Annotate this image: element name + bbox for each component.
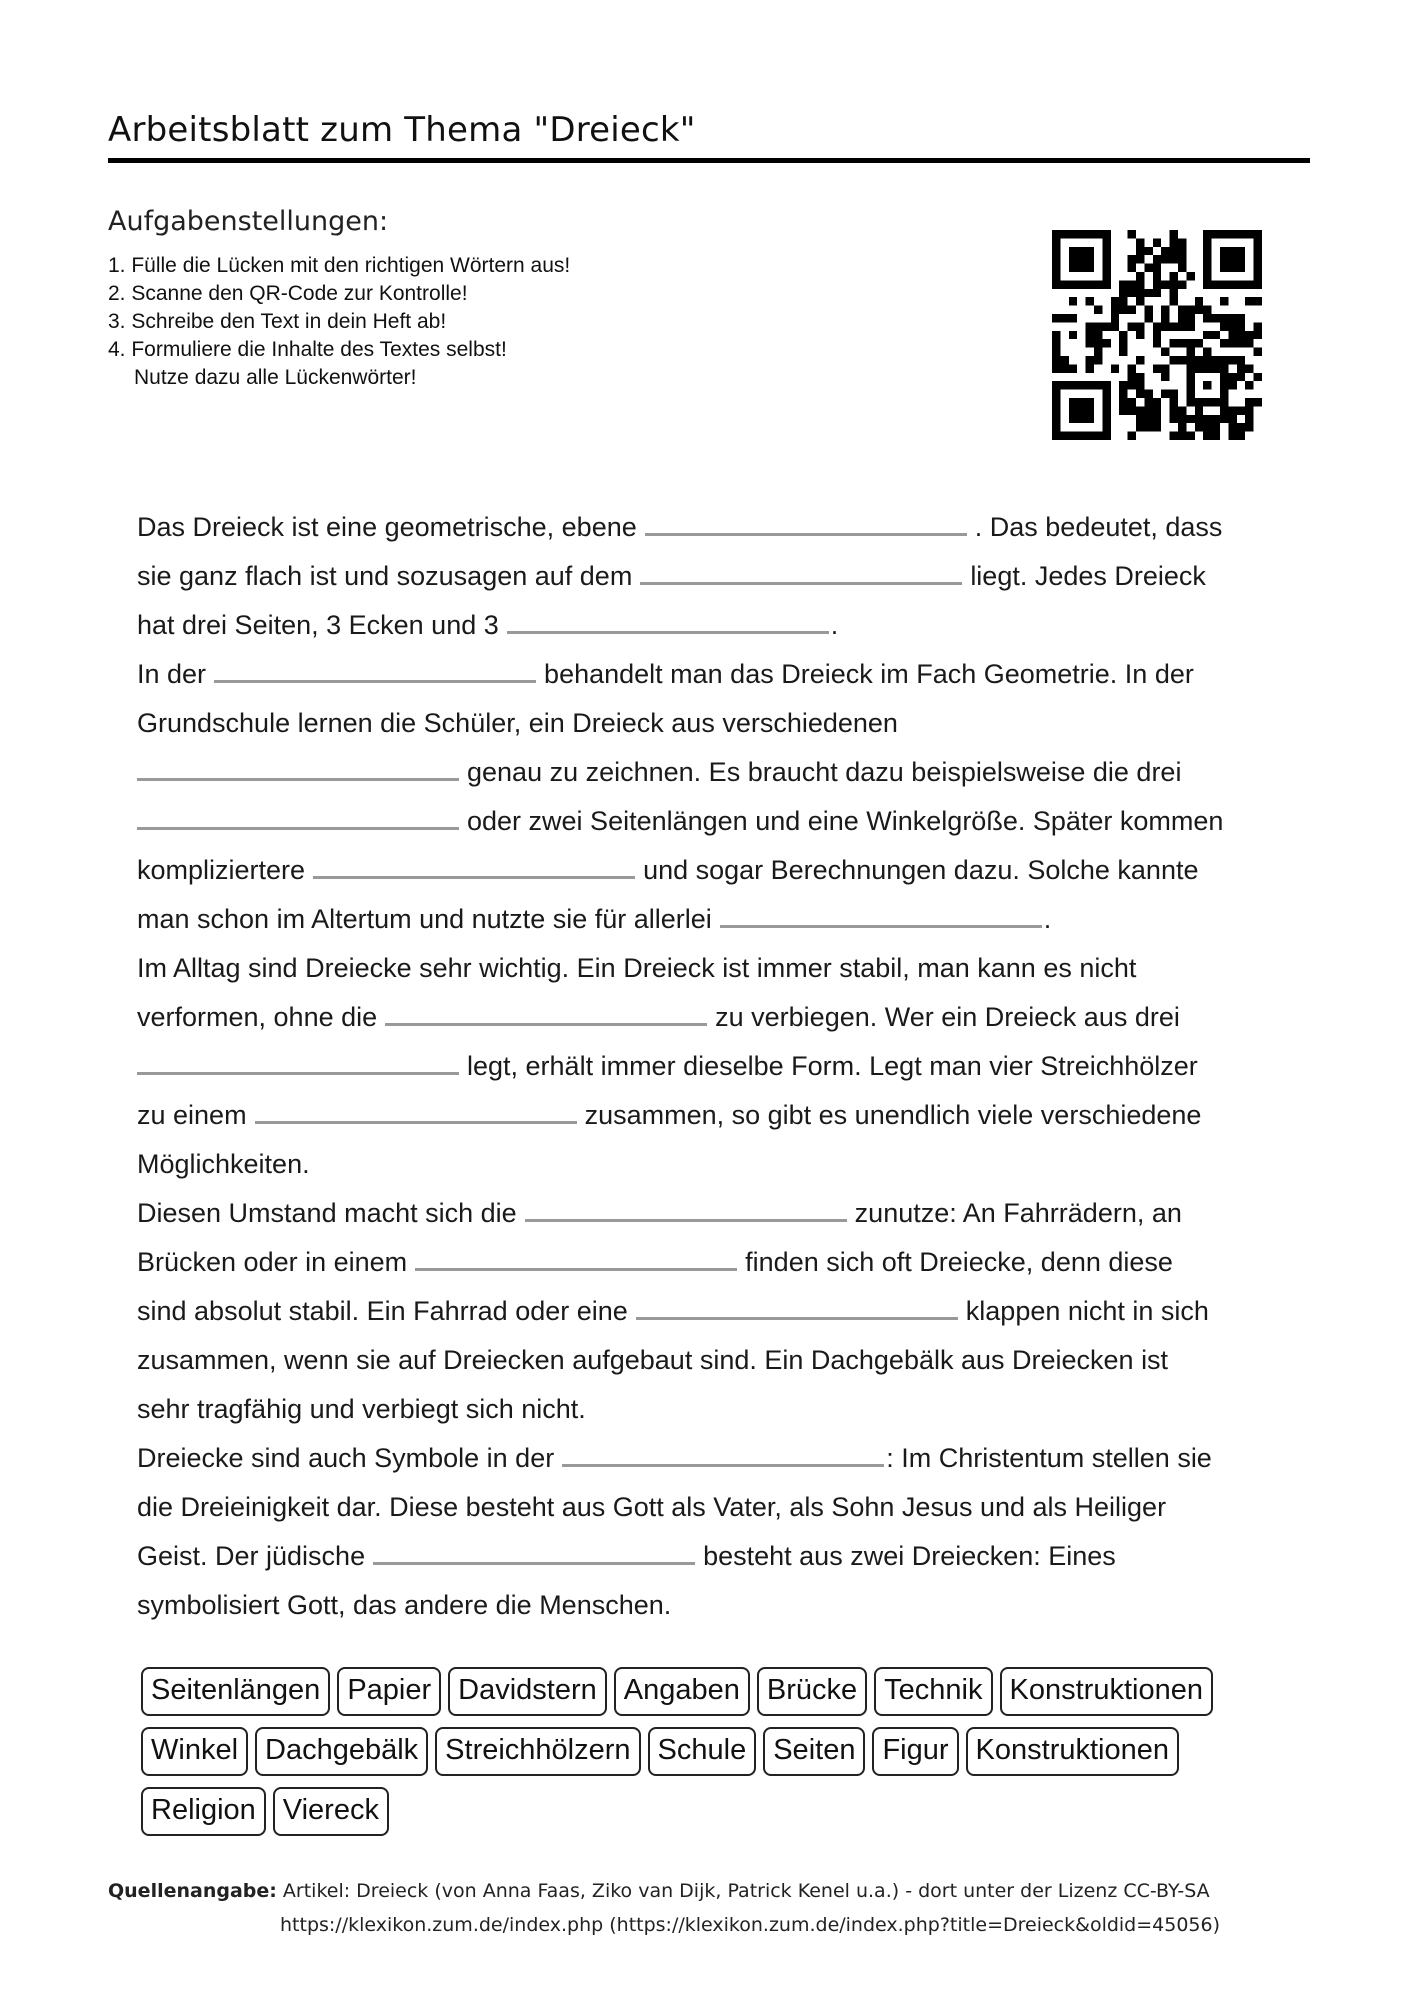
text-segment: liegt. Jedes Dreieck xyxy=(970,561,1206,591)
task-item: 4. Formuliere die Inhalte des Textes selbst! xyxy=(108,338,507,361)
blank-field[interactable] xyxy=(640,554,962,585)
word-chip[interactable]: Davidstern xyxy=(448,1667,607,1716)
qr-code[interactable] xyxy=(1052,230,1262,440)
text-segment: behandelt man das Dreieck im Fach Geometrie. In der xyxy=(544,659,1194,689)
word-chip[interactable]: Angaben xyxy=(614,1667,750,1716)
word-chip[interactable]: Seitenlängen xyxy=(141,1667,330,1716)
source-label: Quellenangabe: xyxy=(108,1880,277,1902)
task-item: 2. Scanne den QR-Code zur Kontrolle! xyxy=(108,282,468,305)
blank-field[interactable] xyxy=(720,897,1042,928)
text-segment: zu verbiegen. Wer ein Dreieck aus drei xyxy=(715,1002,1180,1032)
text-segment: Möglichkeiten. xyxy=(137,1149,310,1179)
text-segment: sie ganz flach ist und sozusagen auf dem xyxy=(137,561,633,591)
text-segment: Im Alltag sind Dreiecke sehr wichtig. Ein Dreieck ist immer stabil, man kann es nicht xyxy=(137,953,1137,983)
text-segment: Grundschule lernen die Schüler, ein Dreieck aus verschiedenen xyxy=(137,708,898,738)
blank-field[interactable] xyxy=(525,1191,847,1222)
text-segment: Geist. Der jüdische xyxy=(137,1541,366,1571)
text-segment: man schon im Altertum und nutzte sie für allerlei xyxy=(137,904,712,934)
text-segment: Dreiecke sind auch Symbole in der xyxy=(137,1443,555,1473)
text-segment: . Das bedeutet, dass xyxy=(974,512,1223,542)
blank-field[interactable] xyxy=(636,1289,958,1320)
word-chip[interactable]: Religion xyxy=(141,1787,266,1836)
text-segment: zunutze: An Fahrrädern, an xyxy=(854,1198,1182,1228)
word-chip[interactable]: Konstruktionen xyxy=(1000,1667,1213,1716)
blank-field[interactable] xyxy=(214,652,536,683)
text-segment: Diesen Umstand macht sich die xyxy=(137,1198,517,1228)
text-segment: sind absolut stabil. Ein Fahrrad oder eine xyxy=(137,1296,628,1326)
text-segment: verformen, ohne die xyxy=(137,1002,378,1032)
text-segment: zusammen, so gibt es unendlich viele verschiedene xyxy=(584,1100,1202,1130)
word-chip[interactable]: Brücke xyxy=(757,1667,867,1716)
word-bank xyxy=(141,1667,1291,1847)
text-segment: legt, erhält immer dieselbe Form. Legt man vier Streichhölzer xyxy=(467,1051,1198,1081)
word-chip[interactable]: Figur xyxy=(872,1727,958,1776)
word-chip[interactable]: Schule xyxy=(648,1727,757,1776)
text-segment: genau zu zeichnen. Es braucht dazu beispielsweise die drei xyxy=(467,757,1182,787)
text-segment: kompliziertere xyxy=(137,855,306,885)
text-segment: oder zwei Seitenlängen und eine Winkelgröße. Später kommen xyxy=(467,806,1224,836)
word-chip[interactable]: Konstruktionen xyxy=(966,1727,1179,1776)
task-list xyxy=(108,252,570,392)
text-segment: zu einem xyxy=(137,1100,247,1130)
tasks-heading: Aufgabenstellungen: xyxy=(108,206,389,237)
blank-field[interactable] xyxy=(373,1534,695,1565)
word-chip[interactable]: Winkel xyxy=(141,1727,248,1776)
text-segment: . xyxy=(1043,904,1052,934)
blank-field[interactable] xyxy=(507,603,829,634)
text-segment: die Dreieinigkeit dar. Diese besteht aus Gott als Vater, als Sohn Jesus und als Heiliger xyxy=(137,1492,1167,1522)
blank-field[interactable] xyxy=(313,848,635,879)
text-segment: klappen nicht in sich xyxy=(965,1296,1209,1326)
word-bank-row xyxy=(141,1727,1291,1776)
blank-field[interactable] xyxy=(255,1093,577,1124)
word-chip[interactable]: Viereck xyxy=(273,1787,389,1836)
text-segment: Brücken oder in einem xyxy=(137,1247,408,1277)
source-text: Artikel: Dreieck (von Anna Faas, Ziko van Dijk, Patrick Kenel u.a.) - dort unter der Lizenz CC-BY-SA xyxy=(282,1880,1210,1902)
title-divider xyxy=(108,158,1310,163)
source-citation xyxy=(108,1874,1318,1942)
source-url[interactable]: https://klexikon.zum.de/index.php (https://klexikon.zum.de/index.php?title=Dreieck&oldid=45056) xyxy=(280,1914,1221,1936)
page-title: Arbeitsblatt zum Thema "Dreieck" xyxy=(108,110,696,150)
text-segment: sehr tragfähig und verbiegt sich nicht. xyxy=(137,1394,586,1424)
text-segment: finden sich oft Dreiecke, denn diese xyxy=(745,1247,1173,1277)
blank-field[interactable] xyxy=(385,995,707,1026)
task-item-continuation: Nutze dazu alle Lückenwörter! xyxy=(134,366,417,389)
text-segment: In der xyxy=(137,659,207,689)
word-bank-row xyxy=(141,1787,1291,1836)
text-segment: besteht aus zwei Dreiecken: Eines xyxy=(703,1541,1116,1571)
blank-field[interactable] xyxy=(137,750,459,781)
task-item: 1. Fülle die Lücken mit den richtigen Wörtern aus! xyxy=(108,254,571,277)
word-chip[interactable]: Papier xyxy=(337,1667,441,1716)
task-item: 3. Schreibe den Text in dein Heft ab! xyxy=(108,310,447,333)
text-segment: . xyxy=(830,610,839,640)
word-bank-row xyxy=(141,1667,1291,1716)
cloze-text xyxy=(137,503,1307,1630)
blank-field[interactable] xyxy=(415,1240,737,1271)
word-chip[interactable]: Seiten xyxy=(763,1727,865,1776)
blank-field[interactable] xyxy=(137,799,459,830)
text-segment: zusammen, wenn sie auf Dreiecken aufgebaut sind. Ein Dachgebälk aus Dreiecken ist xyxy=(137,1345,1169,1375)
word-chip[interactable]: Dachgebälk xyxy=(255,1727,428,1776)
word-chip[interactable]: Streichhölzern xyxy=(435,1727,640,1776)
blank-field[interactable] xyxy=(562,1436,884,1467)
text-segment: : Im Christentum stellen sie xyxy=(886,1443,1212,1473)
text-segment: symbolisiert Gott, das andere die Menschen. xyxy=(137,1590,672,1620)
blank-field[interactable] xyxy=(645,505,967,536)
text-segment: Das Dreieck ist eine geometrische, ebene xyxy=(137,512,637,542)
text-segment: hat drei Seiten, 3 Ecken und 3 xyxy=(137,610,499,640)
blank-field[interactable] xyxy=(137,1044,459,1075)
text-segment: und sogar Berechnungen dazu. Solche kannte xyxy=(643,855,1199,885)
word-chip[interactable]: Technik xyxy=(874,1667,992,1716)
